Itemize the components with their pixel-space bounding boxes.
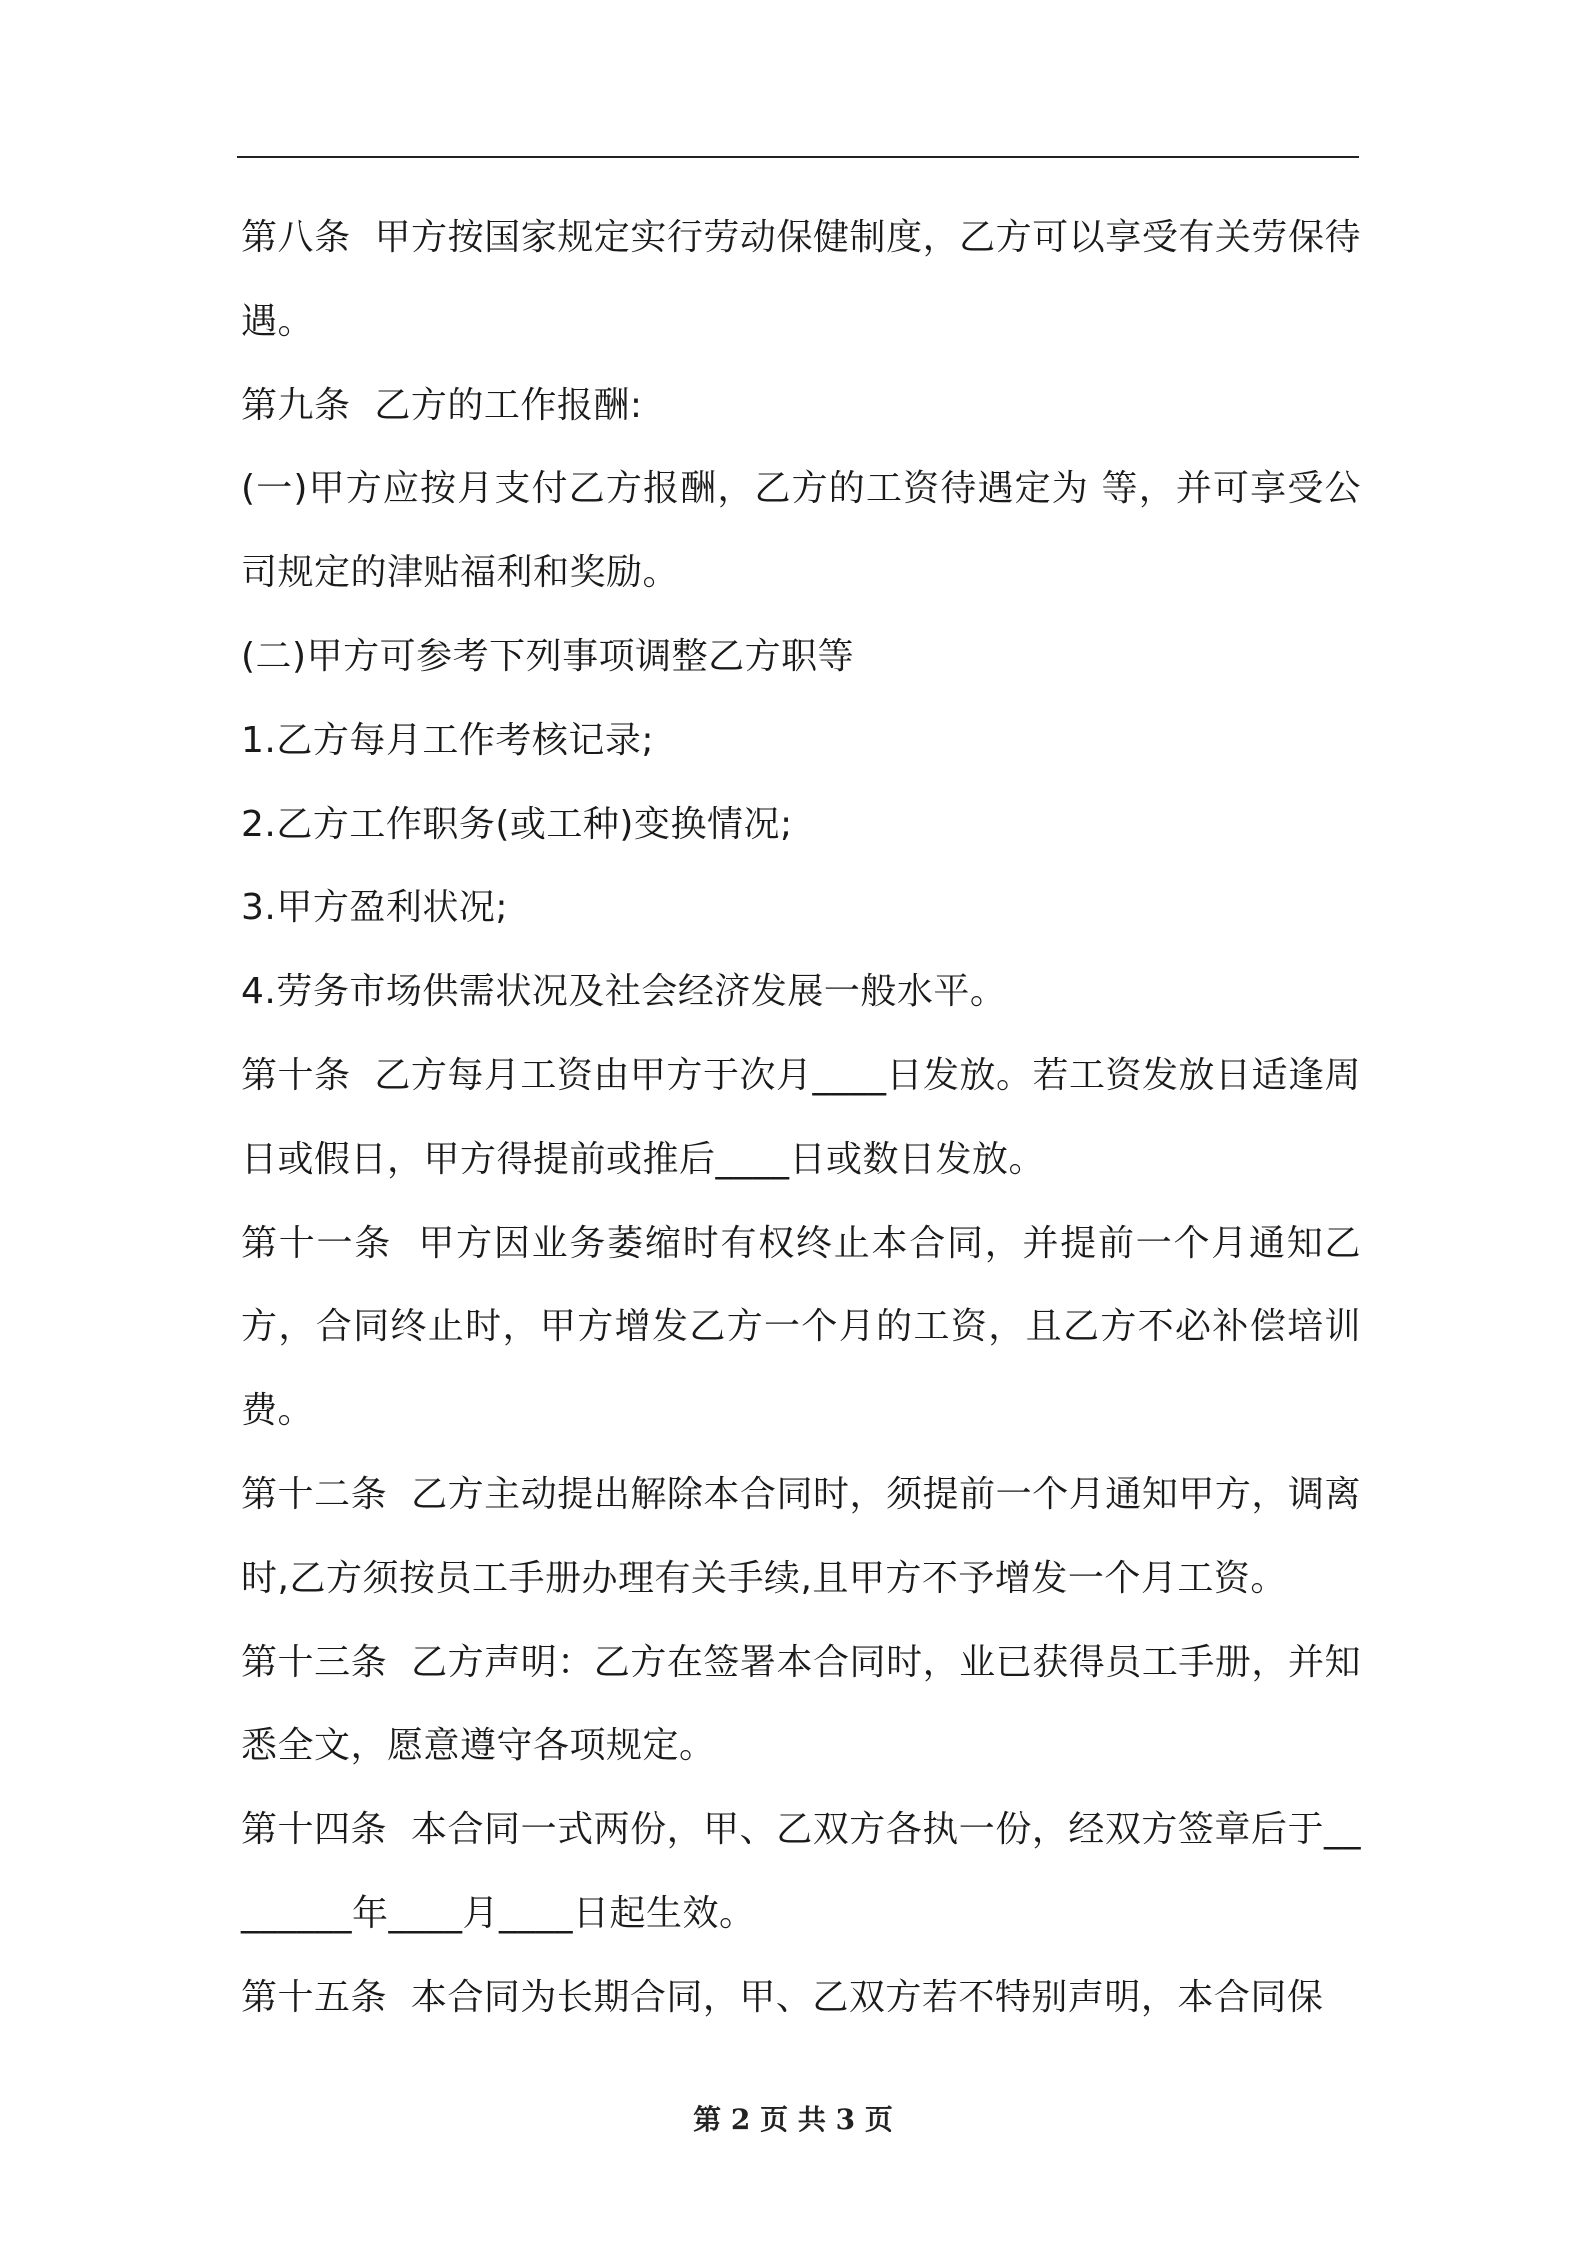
paragraph-article-14: 第十四条 本合同一式两份，甲、乙双方各执一份，经双方签章后于________年____月____日起生效。 — [241, 1809, 1361, 1934]
list-item: 4.劳务市场供需状况及社会经济发展一般水平。 — [241, 971, 1007, 1013]
document-body — [241, 196, 1361, 2040]
paragraph-article-9: 第九条 乙方的工作报酬: — [241, 384, 643, 426]
paragraph-article-12: 第十二条 乙方主动提出解除本合同时，须提前一个月通知甲方，调离时,乙方须按员工手册办理有关手续,且甲方不予增发一个月工资。 — [241, 1473, 1361, 1599]
paragraph-article-9-item-1: (一)甲方应按月支付乙方报酬，乙方的工资待遇定为 等，并可享受公司规定的津贴福利和奖励。 — [241, 468, 1361, 594]
list-item: 3.甲方盈利状况; — [241, 887, 508, 929]
paragraph-article-8: 第八条 甲方按国家规定实行劳动保健制度，乙方可以享受有关劳保待遇。 — [241, 217, 1361, 342]
paragraph-article-9-item-2: (二)甲方可参考下列事项调整乙方职等 — [241, 635, 855, 677]
list-item: 2.乙方工作职务(或工种)变换情况; — [241, 803, 793, 845]
list-item: 1.乙方每月工作考核记录; — [241, 719, 654, 761]
paragraph-article-11: 第十一条 甲方因业务萎缩时有权终止本合同，并提前一个月通知乙方，合同终止时，甲方增发乙方一个月的工资，且乙方不必补偿培训费。 — [241, 1222, 1361, 1432]
paragraph-article-13: 第十三条 乙方声明：乙方在签署本合同时，业已获得员工手册，并知悉全文，愿意遵守各项规定。 — [241, 1641, 1361, 1767]
header-rule — [237, 156, 1359, 158]
paragraph-article-15: 第十五条 本合同为长期合同，甲、乙双方若不特别声明，本合同保 — [241, 1976, 1324, 2018]
page-number: 第 2 页 共 3 页 — [693, 2103, 893, 2136]
paragraph-article-10: 第十条 乙方每月工资由甲方于次月____日发放。若工资发放日适逢周日或假日，甲方得提前或推后____日或数日发放。 — [241, 1054, 1361, 1180]
